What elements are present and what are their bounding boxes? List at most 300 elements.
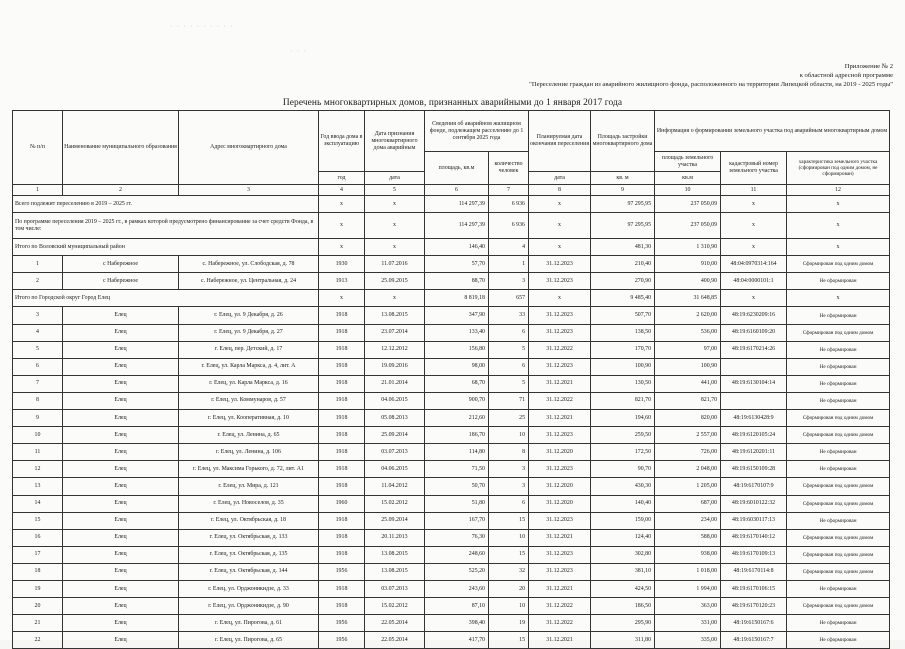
cell-date: 03.07.2013 bbox=[365, 444, 425, 461]
summary-row bbox=[13, 196, 890, 213]
cell-address: г. Елец, ул. 9 Декабря, д. 27 bbox=[179, 324, 319, 341]
cell-characteristic: Не сформирован bbox=[787, 632, 890, 649]
cell-characteristic: Не сформирован bbox=[787, 392, 890, 409]
cell-people: 71 bbox=[489, 392, 529, 409]
cell-year: 1918 bbox=[319, 358, 365, 375]
table-row bbox=[13, 256, 890, 273]
table-row bbox=[13, 478, 890, 495]
cell-address: с. Набережное, ул. Слободская, д. 78 bbox=[179, 256, 319, 273]
cell-year: 1918 bbox=[319, 529, 365, 546]
col-number: 8 bbox=[529, 185, 591, 196]
col-resettle-header: Сведения об аварийном жилищном фонде, подлежащем расселению до 1 сентября 2025 года bbox=[425, 111, 529, 152]
cell-municipality: Елец bbox=[63, 307, 179, 324]
cell-date: 13.08.2015 bbox=[365, 546, 425, 563]
cell-characteristic: Сформирован под одним домом bbox=[787, 529, 890, 546]
cell-address: г. Елец, ул. Пирогова, д. 61 bbox=[179, 615, 319, 632]
table-row bbox=[13, 410, 890, 427]
cell-year: 1918 bbox=[319, 410, 365, 427]
col-date-header: Дата признания многоквартирного дома аварийным bbox=[365, 111, 425, 172]
col-num-header: № п/п bbox=[13, 111, 63, 185]
col-number: 10 bbox=[655, 185, 721, 196]
cell-building-area: 172,50 bbox=[591, 444, 655, 461]
cell-area: 146,40 bbox=[425, 239, 489, 256]
cell-building-area: 97 295,95 bbox=[591, 213, 655, 239]
cell-num: 10 bbox=[13, 427, 63, 444]
cell-num: 8 bbox=[13, 392, 63, 409]
cell-year: x bbox=[319, 196, 365, 213]
cell-building-area: 430,30 bbox=[591, 478, 655, 495]
cell-address: г. Елец, ул. Ленина, д. 65 bbox=[179, 427, 319, 444]
cell-date: 22.05.2014 bbox=[365, 632, 425, 649]
cell-people: 3 bbox=[489, 461, 529, 478]
cell-land-area: 100,90 bbox=[655, 358, 721, 375]
cell-people: 10 bbox=[489, 529, 529, 546]
cell-land-area: 821,70 bbox=[655, 392, 721, 409]
cell-land-area: 726,00 bbox=[655, 444, 721, 461]
col-people-sub: количество человек bbox=[489, 152, 529, 185]
cell-address: г. Елец, ул. Карла Маркса, д. 16 bbox=[179, 375, 319, 392]
cell-date: x bbox=[365, 213, 425, 239]
cell-people: 25 bbox=[489, 410, 529, 427]
cell-municipality: Елец bbox=[63, 427, 179, 444]
cell-area: 133,40 bbox=[425, 324, 489, 341]
cell-people: 32 bbox=[489, 563, 529, 580]
table-row bbox=[13, 580, 890, 597]
cell-year: 1918 bbox=[319, 461, 365, 478]
cell-land-area: 1 018,00 bbox=[655, 563, 721, 580]
cell-cadastral: 48:04:0970314:164 bbox=[721, 256, 787, 273]
table-row bbox=[13, 324, 890, 341]
appendix-line-2: к областной адресной программе bbox=[799, 72, 893, 79]
cell-building-area: 140,40 bbox=[591, 495, 655, 512]
cell-year: 1930 bbox=[319, 256, 365, 273]
cell-area: 57,70 bbox=[425, 256, 489, 273]
cell-date: 13.08.2015 bbox=[365, 563, 425, 580]
cell-building-area: 9 485,40 bbox=[591, 290, 655, 307]
cell-num: 9 bbox=[13, 410, 63, 427]
col-number: 3 bbox=[179, 185, 319, 196]
cell-date: 05.08.2013 bbox=[365, 410, 425, 427]
cell-year: x bbox=[319, 290, 365, 307]
cell-municipality: Елец bbox=[63, 512, 179, 529]
cell-planned: 31.12.2023 bbox=[529, 512, 591, 529]
cell-land-area: 588,00 bbox=[655, 529, 721, 546]
cell-address: г. Елец, ул. Пирогова, д. 65 bbox=[179, 632, 319, 649]
cell-address: г. Елец, ул. Октябрьская, д. 135 bbox=[179, 546, 319, 563]
cell-planned: 31.12.2022 bbox=[529, 615, 591, 632]
cell-planned: 31.12.2020 bbox=[529, 495, 591, 512]
cell-characteristic: Сформирован под одним домом bbox=[787, 598, 890, 615]
summary-label: Итого по Городской округ Город Елец bbox=[13, 290, 319, 307]
cell-characteristic: x bbox=[787, 290, 890, 307]
cell-area: 525,20 bbox=[425, 563, 489, 580]
cell-date: 04.06.2015 bbox=[365, 392, 425, 409]
cell-people: 6 bbox=[489, 495, 529, 512]
cell-date: 19.09.2016 bbox=[365, 358, 425, 375]
cell-building-area: 194,60 bbox=[591, 410, 655, 427]
cell-building-area: 186,50 bbox=[591, 598, 655, 615]
cell-cadastral: 48:19:6160109:20 bbox=[721, 324, 787, 341]
cell-date: 22.05.2014 bbox=[365, 615, 425, 632]
cell-area: 243,60 bbox=[425, 580, 489, 597]
cell-cadastral: 48:19:6170120:23 bbox=[721, 598, 787, 615]
cell-num: 3 bbox=[13, 307, 63, 324]
cell-year: 1956 bbox=[319, 563, 365, 580]
cell-municipality: Елец bbox=[63, 615, 179, 632]
cell-people: 6 bbox=[489, 324, 529, 341]
cell-people: 6 bbox=[489, 358, 529, 375]
table-row bbox=[13, 444, 890, 461]
cell-building-area: 138,50 bbox=[591, 324, 655, 341]
cell-address: г. Елец, ул. Орджоникидзе, д. 33 bbox=[179, 580, 319, 597]
elets-total-row bbox=[13, 290, 890, 307]
appendix-line-3: "Переселение граждан из аварийного жилищного фонда, расположенного на территории Липецкой области, на 2019 - 2025 годы" bbox=[529, 81, 893, 88]
cell-num: 11 bbox=[13, 444, 63, 461]
cell-characteristic: Сформирован под одним домом bbox=[787, 324, 890, 341]
summary-row bbox=[13, 213, 890, 239]
cell-building-area: 270,90 bbox=[591, 273, 655, 290]
cell-planned: x bbox=[529, 196, 591, 213]
cell-year: 1918 bbox=[319, 580, 365, 597]
cell-year: 1960 bbox=[319, 495, 365, 512]
table-row bbox=[13, 273, 890, 290]
cell-area: 114,80 bbox=[425, 444, 489, 461]
cell-area: 88,70 bbox=[425, 273, 489, 290]
cell-address: г. Елец, ул. Мира, д. 121 bbox=[179, 478, 319, 495]
cell-year: 1918 bbox=[319, 478, 365, 495]
cell-people: 6 936 bbox=[489, 196, 529, 213]
cell-cadastral: 48:19:6120201:11 bbox=[721, 444, 787, 461]
cell-area: 8 819,18 bbox=[425, 290, 489, 307]
col-number: 5 bbox=[365, 185, 425, 196]
cell-cadastral: 48:19:6120105:24 bbox=[721, 427, 787, 444]
col-number: 1 bbox=[13, 185, 63, 196]
appendix-line-1: Приложение № 2 bbox=[844, 63, 893, 70]
table-row bbox=[13, 598, 890, 615]
cell-land-area: 335,00 bbox=[655, 632, 721, 649]
cell-people: 5 bbox=[489, 375, 529, 392]
cell-cadastral: 48:19:6230209:16 bbox=[721, 307, 787, 324]
cell-year: 1918 bbox=[319, 427, 365, 444]
cell-people: 15 bbox=[489, 512, 529, 529]
cell-date: 13.08.2015 bbox=[365, 307, 425, 324]
cell-people: 657 bbox=[489, 290, 529, 307]
cell-cadastral: 48:19:6170106:15 bbox=[721, 580, 787, 597]
cell-land-area: 237 050,09 bbox=[655, 196, 721, 213]
cell-address: г. Елец, пер. Детский, д. 17 bbox=[179, 341, 319, 358]
cell-address: г. Елец, ул. Орджоникидзе, д. 90 bbox=[179, 598, 319, 615]
summary-label: Всего подлежит переселению в 2019 – 2025 гг. bbox=[13, 196, 319, 213]
cell-building-area: 97 295,95 bbox=[591, 196, 655, 213]
cell-municipality: Елец bbox=[63, 598, 179, 615]
cell-characteristic: Сформирован под одним домом bbox=[787, 495, 890, 512]
cell-area: 186,70 bbox=[425, 427, 489, 444]
cell-year: 1918 bbox=[319, 324, 365, 341]
cell-date: 15.02.2012 bbox=[365, 495, 425, 512]
cell-cadastral: 48:19:6150167:6 bbox=[721, 615, 787, 632]
col-area-sub: площадь, кв.м bbox=[425, 152, 489, 185]
col-land-info-header: Информация о формировании земельного участка под аварийным многоквартирным домом bbox=[655, 111, 890, 152]
cell-characteristic: Не сформирован bbox=[787, 375, 890, 392]
cell-people: 10 bbox=[489, 598, 529, 615]
cell-characteristic: Сформирован под одним домом bbox=[787, 478, 890, 495]
cell-planned: 31.12.2023 bbox=[529, 546, 591, 563]
houses-table bbox=[12, 110, 890, 649]
cell-num: 14 bbox=[13, 495, 63, 512]
document-title: Перечень многоквартирных домов, признанных аварийными до 1 января 2017 года bbox=[282, 98, 623, 108]
cell-area: 417,70 bbox=[425, 632, 489, 649]
cell-cadastral: 48:04:0000101:1 bbox=[721, 273, 787, 290]
cell-num: 18 bbox=[13, 563, 63, 580]
cell-year: 1956 bbox=[319, 615, 365, 632]
table-row bbox=[13, 495, 890, 512]
cell-planned: 31.12.2022 bbox=[529, 392, 591, 409]
cell-date: 15.02.2012 bbox=[365, 598, 425, 615]
cell-date: 03.07.2013 bbox=[365, 580, 425, 597]
cell-date: 25.09.2014 bbox=[365, 427, 425, 444]
cell-area: 398,40 bbox=[425, 615, 489, 632]
cell-municipality: Елец bbox=[63, 529, 179, 546]
table-row bbox=[13, 563, 890, 580]
table-row bbox=[13, 358, 890, 375]
cell-cadastral: 48:19:6170214:26 bbox=[721, 341, 787, 358]
cell-people: 4 bbox=[489, 239, 529, 256]
cell-building-area: 302,80 bbox=[591, 546, 655, 563]
cell-area: 167,70 bbox=[425, 512, 489, 529]
cell-planned: 31.12.2023 bbox=[529, 563, 591, 580]
cell-building-area: 130,50 bbox=[591, 375, 655, 392]
cell-year: 1918 bbox=[319, 307, 365, 324]
cell-num: 6 bbox=[13, 358, 63, 375]
cell-building-area: 311,80 bbox=[591, 632, 655, 649]
cell-municipality: Елец bbox=[63, 580, 179, 597]
col-number: 9 bbox=[591, 185, 655, 196]
cell-municipality: Елец bbox=[63, 495, 179, 512]
cell-cadastral: x bbox=[721, 239, 787, 256]
summary-label: Итого по Воловский муниципальный район bbox=[13, 239, 319, 256]
unit-sqm: кв. м bbox=[591, 172, 655, 185]
cell-characteristic: Сформирован под одним домом bbox=[787, 410, 890, 427]
cell-building-area: 210,40 bbox=[591, 256, 655, 273]
cell-characteristic: x bbox=[787, 213, 890, 239]
cell-year: 1918 bbox=[319, 375, 365, 392]
cell-address: г. Елец, ул. Ленина, д. 106 bbox=[179, 444, 319, 461]
cell-building-area: 159,00 bbox=[591, 512, 655, 529]
summary-row bbox=[13, 239, 890, 256]
cell-num: 12 bbox=[13, 461, 63, 478]
cell-people: 3 bbox=[489, 273, 529, 290]
cell-building-area: 295,90 bbox=[591, 615, 655, 632]
table-row bbox=[13, 615, 890, 632]
cell-date: x bbox=[365, 290, 425, 307]
cell-land-area: 1 205,00 bbox=[655, 478, 721, 495]
cell-municipality: Елец bbox=[63, 632, 179, 649]
cell-planned: 31.12.2021 bbox=[529, 529, 591, 546]
cell-planned: 31.12.2021 bbox=[529, 580, 591, 597]
cell-num: 5 bbox=[13, 341, 63, 358]
cell-area: 98,00 bbox=[425, 358, 489, 375]
cell-num: 1 bbox=[13, 256, 63, 273]
cell-area: 87,10 bbox=[425, 598, 489, 615]
cell-num: 4 bbox=[13, 324, 63, 341]
cell-area: 76,30 bbox=[425, 529, 489, 546]
cell-area: 114 297,39 bbox=[425, 213, 489, 239]
cell-area: 50,70 bbox=[425, 478, 489, 495]
cell-date: 20.11.2013 bbox=[365, 529, 425, 546]
cell-planned: 31.12.2020 bbox=[529, 444, 591, 461]
cell-municipality: Елец bbox=[63, 410, 179, 427]
cell-municipality: Елец bbox=[63, 324, 179, 341]
cell-land-area: 31 648,85 bbox=[655, 290, 721, 307]
cell-year: 1918 bbox=[319, 598, 365, 615]
cell-land-area: 400,90 bbox=[655, 273, 721, 290]
cell-num: 20 bbox=[13, 598, 63, 615]
cell-year: x bbox=[319, 239, 365, 256]
cell-planned: 31.12.2021 bbox=[529, 410, 591, 427]
cell-planned: x bbox=[529, 213, 591, 239]
cell-area: 212,60 bbox=[425, 410, 489, 427]
cell-characteristic: Не сформирован bbox=[787, 307, 890, 324]
cell-land-area: 441,00 bbox=[655, 375, 721, 392]
cell-building-area: 90,70 bbox=[591, 461, 655, 478]
table-row bbox=[13, 341, 890, 358]
cell-date: 25.09.2015 bbox=[365, 273, 425, 290]
cell-cadastral: 48:19:6130428:9 bbox=[721, 410, 787, 427]
cell-land-area: 536,00 bbox=[655, 324, 721, 341]
cell-cadastral bbox=[721, 358, 787, 375]
cell-area: 68,70 bbox=[425, 375, 489, 392]
cell-cadastral: 48:19:6030117:13 bbox=[721, 512, 787, 529]
cell-characteristic: Не сформирован bbox=[787, 615, 890, 632]
cell-planned: x bbox=[529, 239, 591, 256]
col-number: 4 bbox=[319, 185, 365, 196]
cell-year: 1918 bbox=[319, 512, 365, 529]
cell-area: 248,60 bbox=[425, 546, 489, 563]
faded-header-text-2: · · · bbox=[290, 47, 307, 56]
cell-date: 11.04.2012 bbox=[365, 478, 425, 495]
cell-address: г. Елец, ул. Максима Горького, д. 72, лит. А1 bbox=[179, 461, 319, 478]
cell-characteristic: Сформирован под одним домом bbox=[787, 563, 890, 580]
col-building-area-header: Площадь застройки многоквартирного дома bbox=[591, 111, 655, 172]
cell-characteristic: Сформирован под одним домом bbox=[787, 256, 890, 273]
cell-people: 6 936 bbox=[489, 213, 529, 239]
cell-date: 23.07.2014 bbox=[365, 324, 425, 341]
unit-year: год bbox=[319, 172, 365, 185]
cell-address: г. Елец, ул. Октябрьская, д. 144 bbox=[179, 563, 319, 580]
cell-area: 51,80 bbox=[425, 495, 489, 512]
col-number: 6 bbox=[425, 185, 489, 196]
cell-cadastral: 48:19:6130104:14 bbox=[721, 375, 787, 392]
cell-address: г. Елец, ул. Кооперативная, д. 10 bbox=[179, 410, 319, 427]
cell-num: 2 bbox=[13, 273, 63, 290]
cell-num: 21 bbox=[13, 615, 63, 632]
cell-municipality: Елец bbox=[63, 461, 179, 478]
cell-people: 1 bbox=[489, 256, 529, 273]
cell-characteristic: Не сформирован bbox=[787, 358, 890, 375]
cell-building-area: 124,40 bbox=[591, 529, 655, 546]
col-cadastral-sub: кадастровый номер земельного участка bbox=[721, 152, 787, 185]
col-municipality-header: Наименование муниципального образования bbox=[63, 111, 179, 185]
cell-area: 71,50 bbox=[425, 461, 489, 478]
cell-land-area: 820,00 bbox=[655, 410, 721, 427]
cell-planned: 31.12.2023 bbox=[529, 307, 591, 324]
cell-planned: 31.12.2021 bbox=[529, 632, 591, 649]
cell-num: 13 bbox=[13, 478, 63, 495]
cell-cadastral: 48:19:6010122:32 bbox=[721, 495, 787, 512]
cell-area: 900,70 bbox=[425, 392, 489, 409]
cell-people: 8 bbox=[489, 444, 529, 461]
cell-address: г. Елец, ул. Новоселов, д. 35 bbox=[179, 495, 319, 512]
cell-year: 1956 bbox=[319, 632, 365, 649]
cell-municipality: с Набережное bbox=[63, 256, 179, 273]
cell-characteristic: Сформирован под одним домом bbox=[787, 427, 890, 444]
table-row bbox=[13, 392, 890, 409]
cell-characteristic: Не сформирован bbox=[787, 580, 890, 597]
cell-building-area: 481,30 bbox=[591, 239, 655, 256]
table-row bbox=[13, 529, 890, 546]
cell-cadastral: 48:19:6170140:12 bbox=[721, 529, 787, 546]
cell-planned: 31.12.2023 bbox=[529, 358, 591, 375]
cell-land-area: 331,00 bbox=[655, 615, 721, 632]
cell-date: 21.01.2014 bbox=[365, 375, 425, 392]
summary-label: По программе переселения 2019 – 2025 гг., в рамках которой предусмотрено финансирование за счет средств Фонда, в том числе: bbox=[13, 213, 319, 239]
col-address-header: Адрес многоквартирного дома bbox=[179, 111, 319, 185]
table-row bbox=[13, 546, 890, 563]
cell-building-area: 259,50 bbox=[591, 427, 655, 444]
cell-characteristic: Сформирован под одним домом bbox=[787, 546, 890, 563]
table-row bbox=[13, 427, 890, 444]
cell-year: 1918 bbox=[319, 341, 365, 358]
cell-num: 17 bbox=[13, 546, 63, 563]
cell-people: 19 bbox=[489, 615, 529, 632]
cell-address: с. Набережное, ул. Центральная, д. 24 bbox=[179, 273, 319, 290]
cell-cadastral: 48:19:6150167:7 bbox=[721, 632, 787, 649]
cell-people: 15 bbox=[489, 632, 529, 649]
cell-land-area: 363,00 bbox=[655, 598, 721, 615]
cell-land-area: 687,00 bbox=[655, 495, 721, 512]
col-number: 12 bbox=[787, 185, 890, 196]
cell-building-area: 381,10 bbox=[591, 563, 655, 580]
cell-people: 3 bbox=[489, 478, 529, 495]
cell-year: 1918 bbox=[319, 444, 365, 461]
cell-building-area: 170,70 bbox=[591, 341, 655, 358]
cell-people: 20 bbox=[489, 580, 529, 597]
cell-address: г. Елец, ул. Октябрьская, д. 133 bbox=[179, 529, 319, 546]
col-characteristic-sub: характеристика земельного участка (сформирован под одним домом, не сформирован) bbox=[787, 152, 890, 185]
cell-characteristic: Не сформирован bbox=[787, 444, 890, 461]
cell-cadastral: x bbox=[721, 290, 787, 307]
cell-municipality: с Набережное bbox=[63, 273, 179, 290]
unit-sqm-2: кв.м bbox=[655, 172, 721, 185]
cell-planned: 31.12.2022 bbox=[529, 341, 591, 358]
cell-cadastral: x bbox=[721, 196, 787, 213]
cell-planned: x bbox=[529, 290, 591, 307]
cell-planned: 31.12.2022 bbox=[529, 598, 591, 615]
cell-characteristic: Не сформирован bbox=[787, 273, 890, 290]
cell-building-area: 821,70 bbox=[591, 392, 655, 409]
cell-planned: 31.12.2023 bbox=[529, 461, 591, 478]
cell-characteristic: Не сформирован bbox=[787, 512, 890, 529]
col-number: 11 bbox=[721, 185, 787, 196]
cell-planned: 31.12.2021 bbox=[529, 375, 591, 392]
cell-num: 19 bbox=[13, 580, 63, 597]
cell-address: г. Елец, ул. 9 Декабря, д. 26 bbox=[179, 307, 319, 324]
col-number: 7 bbox=[489, 185, 529, 196]
cell-year: 1913 bbox=[319, 273, 365, 290]
cell-municipality: Елец bbox=[63, 444, 179, 461]
cell-area: 114 297,39 bbox=[425, 196, 489, 213]
col-year-header: Год ввода дома в эксплуатацию bbox=[319, 111, 365, 172]
